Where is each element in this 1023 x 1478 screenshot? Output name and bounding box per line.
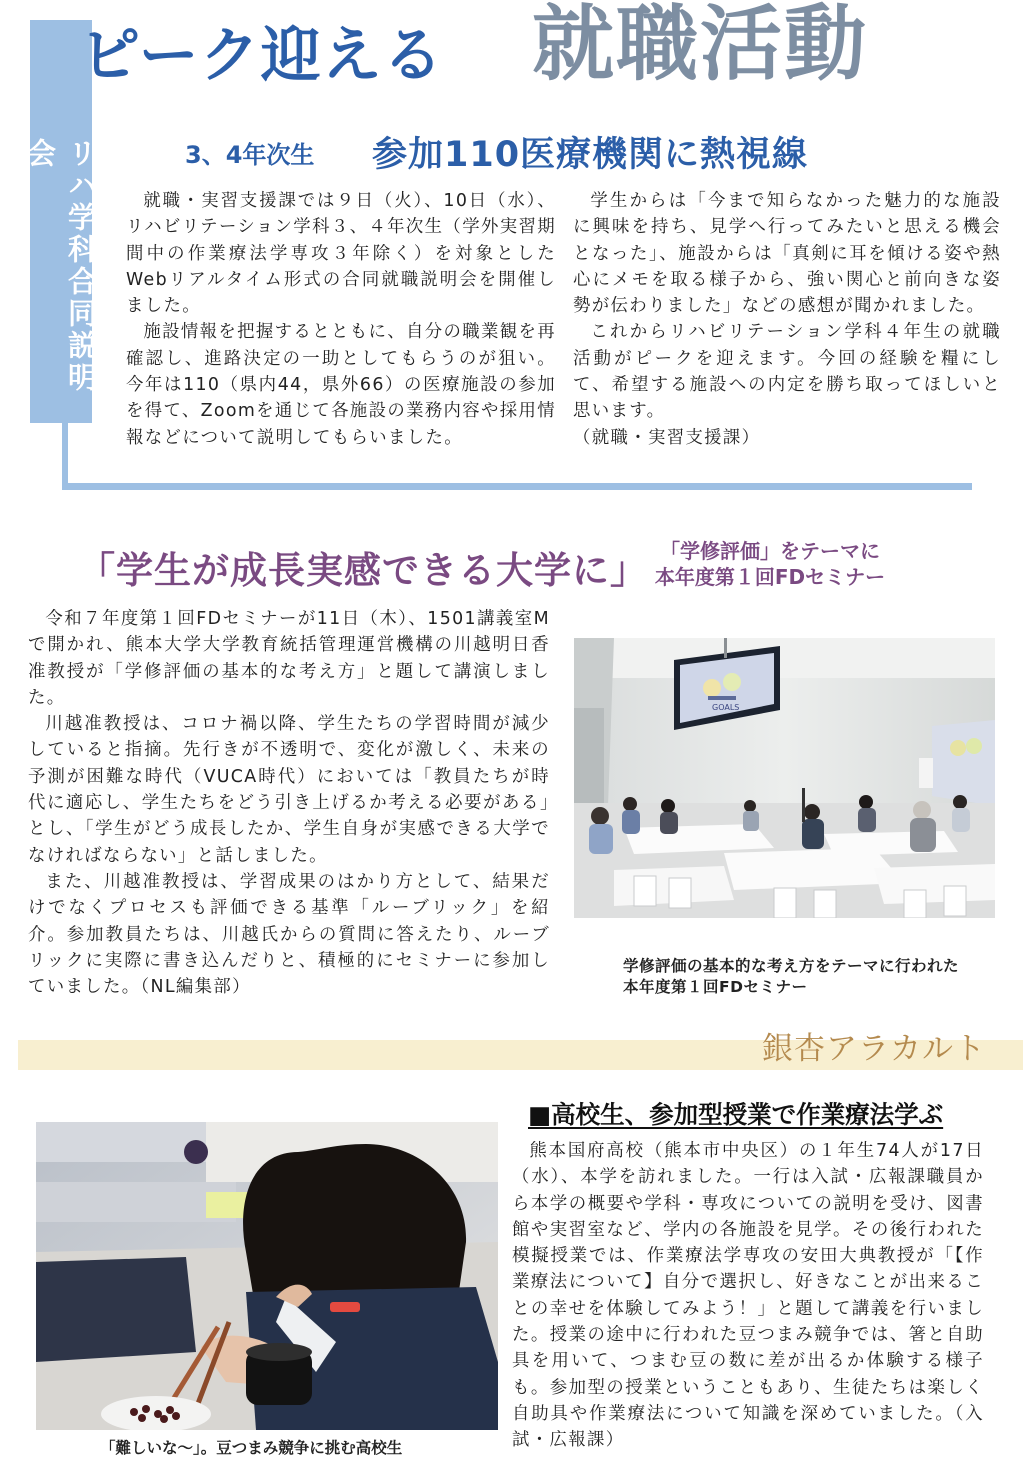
seminar-photo [574,638,995,918]
article1-paragraph: 就職・実習支援課では９日（火）、10日（水）、リハビリテーション学科３、４年次生（学外実習期間中の作業療法学専攻３年除く）を対象としたWebリアルタイム形式の合同就職説明会を開催しました。 [126,191,556,317]
article2-headline: 「学生が成長実感できる大学に」 [78,549,648,592]
article1-right-column [573,188,1001,451]
article1-paragraph: 施設情報を把握するとともに、自分の職業観を再確認し、進路決定の一助としてもらうのが狙い。今年は110（県内44，県外66）の医療施設の参加を得て、Zoomを通じて各施設の業務内容や採用情報などについて説明してもらいました。 [126,322,557,448]
article1-frame-bottom [62,483,972,490]
article1-subtitle-left: 3、4年次生 [185,141,315,169]
article1-paragraph: 学生からは「今まで知らなかった魅力的な施設に興味を持ち、見学へ行ってみたいと思える機会となった」、施設からは「真剣に耳を傾ける姿や熱心にメモを取る様子から、強い関心と前向きな姿勢が伝わりました」などの感想が聞かれました。 [573,191,1001,317]
article2-body [28,606,550,1000]
article2-paragraph: 令和７年度第１回FDセミナーが11日（木）、1501講義室Mで開かれ、熊本大学大学教育統括管理運営機構の川越明日香准教授が「学修評価の基本的な考え方」と題して講演しました。 [28,609,550,708]
article2-subhead-line1: 「学修評価」をテーマに [660,539,880,563]
article1-title-part1: ピーク迎える [80,21,444,91]
article1-title-part2: 就職活動 [532,0,869,92]
article1-left-column [126,188,556,451]
seminar-caption-line1: 学修評価の基本的な考え方をテーマに行われた [623,957,960,975]
article2-subhead-line2: 本年度第１回FDセミナー [654,565,886,589]
section-banner-title: 銀杏アラカルト [762,1031,986,1067]
article1-section-label: リハ学科合同説明会 [23,138,98,394]
article3-headline: ■高校生、参加型授業で作業療法学ぶ [528,1100,944,1129]
screen-text: GOALS [712,703,740,712]
article2-paragraph: 川越准教授は、コロナ禍以降、学生たちの学習時間が減少していると指摘。先行きが不透明で、変化が激しく、未来の予測が困難な時代（VUCA時代）においては「教員たちが時代に適応し、学生たちをどう引き上げるか考える必要がある」とし、「学生がどう成長したか、学生自身が実感できる大学でなければならない」と話しました。 [28,714,550,866]
seminar-caption-line2: 本年度第１回FDセミナー [623,978,808,996]
article3-body-column [512,1138,984,1454]
seminar-photo-caption [623,956,959,998]
article1-credit: （就職・実習支援課） [573,427,761,448]
student-photo [36,1122,498,1430]
article2-paragraph: また、川越准教授は、学習成果のはかり方として、結果だけでなくプロセスも評価できる基準「ルーブリック」を紹介。参加教員たちは、川越氏からの質問に答えたり、ルーブリックに実際に書き込んだりと、積極的にセミナーに参加していました。（NL編集部） [28,871,550,998]
article2-subhead [620,538,920,590]
article3-paragraph: 熊本国府高校（熊本市中央区）の１年生74人が17日（水）、本学を訪れました。一行は入試・広報課職員から本学の概要や学科・専攻についての説明を受け、図書館や実習室など、学内の各施設を見学。その後行われた模擬授業では、作業療法学専攻の安田大典教授が「【作業療法について】自分で選択し、好きなことが出来ることの幸せを体験してみよう！」と題して講義を行いました。授業の途中に行われた豆つまみ競争では、箸と自助具を用いて、つまむ豆の数に差が出るか体験する様子も。参加型の授業ということもあり、生徒たちは楽しく自助具や作業療法について知識を深めていました。（入試・広報課） [512,1141,984,1451]
article1-subtitle-right: 参加110医療機関に熱視線 [372,135,809,175]
article1-paragraph: これからリハビリテーション学科４年生の就職活動がピークを迎えます。今回の経験を糧にして、希望する施設への内定を勝ち取ってほしいと思います。 [573,322,1001,422]
student-photo-caption: 「難しいな〜」。豆つまみ競争に挑む高校生 [100,1439,403,1457]
